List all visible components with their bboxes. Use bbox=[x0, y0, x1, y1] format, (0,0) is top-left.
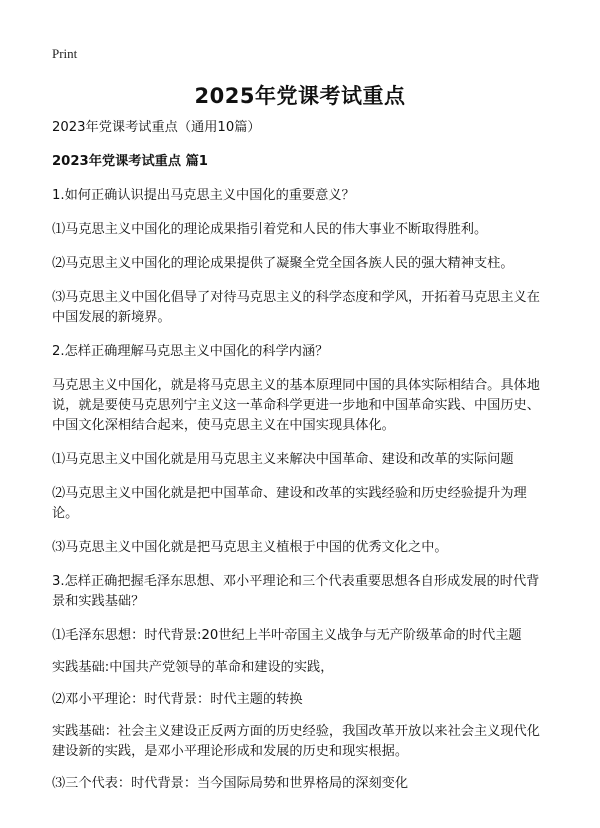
print-label: Print bbox=[52, 46, 78, 61]
q2-point-1: ⑴马克思主义中国化就是用马克思主义来解决中国革命、建设和改革的实际问题 bbox=[52, 452, 514, 467]
q3-item-3: ⑵邓小平理论：时代背景：时代主题的转换 bbox=[52, 692, 303, 707]
section-heading: 2023年党课考试重点 篇1 bbox=[52, 154, 208, 169]
document-subtitle: 2023年党课考试重点（通用10篇） bbox=[52, 120, 261, 135]
q2-point-2: ⑵马克思主义中国化就是把中国革命、建设和改革的实践经验和历史经验提升为理论。 bbox=[52, 486, 527, 521]
q2-intro: 马克思主义中国化，就是将马克思主义的基本原理同中国的具体实际相结合。具体地说，就是要使马克思列宁主义这一革命科学更进一步地和中国革命实践、中国历史、中国文化深相结合起来，使马克思主义在中国实现具体化。 bbox=[52, 378, 540, 433]
q2-point-3: ⑶马克思主义中国化就是把马克思主义植根于中国的优秀文化之中。 bbox=[52, 540, 448, 555]
q3-item-4: 实践基础：社会主义建设正反两方面的历史经验，我国改革开放以来社会主义现代化建设新的实践，是邓小平理论形成和发展的历史和现实根据。 bbox=[52, 724, 540, 759]
q3-item-5: ⑶三个代表：时代背景：当今国际局势和世界格局的深刻变化 bbox=[52, 776, 409, 791]
q3-item-2: 实践基础:中国共产党领导的革命和建设的实践， bbox=[52, 660, 334, 675]
q3-item-1: ⑴毛泽东思想：时代背景:20世纪上半叶帝国主义战争与无产阶级革命的时代主题 bbox=[52, 628, 522, 643]
q1-point-2: ⑵马克思主义中国化的理论成果提供了凝聚全党全国各族人民的强大精神支柱。 bbox=[52, 256, 514, 271]
document-title: 2025年党课考试重点 bbox=[194, 84, 406, 108]
q1-point-1: ⑴马克思主义中国化的理论成果指引着党和人民的伟大事业不断取得胜利。 bbox=[52, 222, 488, 237]
document-body bbox=[52, 118, 552, 806]
question-1: 1.如何正确认识提出马克思主义中国化的重要意义？ bbox=[52, 188, 355, 203]
question-3: 3.怎样正确把握毛泽东思想、邓小平理论和三个代表重要思想各自形成发展的时代背景和实践基础？ bbox=[52, 574, 540, 609]
question-2: 2.怎样正确理解马克思主义中国化的科学内涵？ bbox=[52, 344, 329, 359]
q1-point-3: ⑶马克思主义中国化倡导了对待马克思主义的科学态度和学风，开拓着马克思主义在中国发展的新境界。 bbox=[52, 290, 540, 325]
